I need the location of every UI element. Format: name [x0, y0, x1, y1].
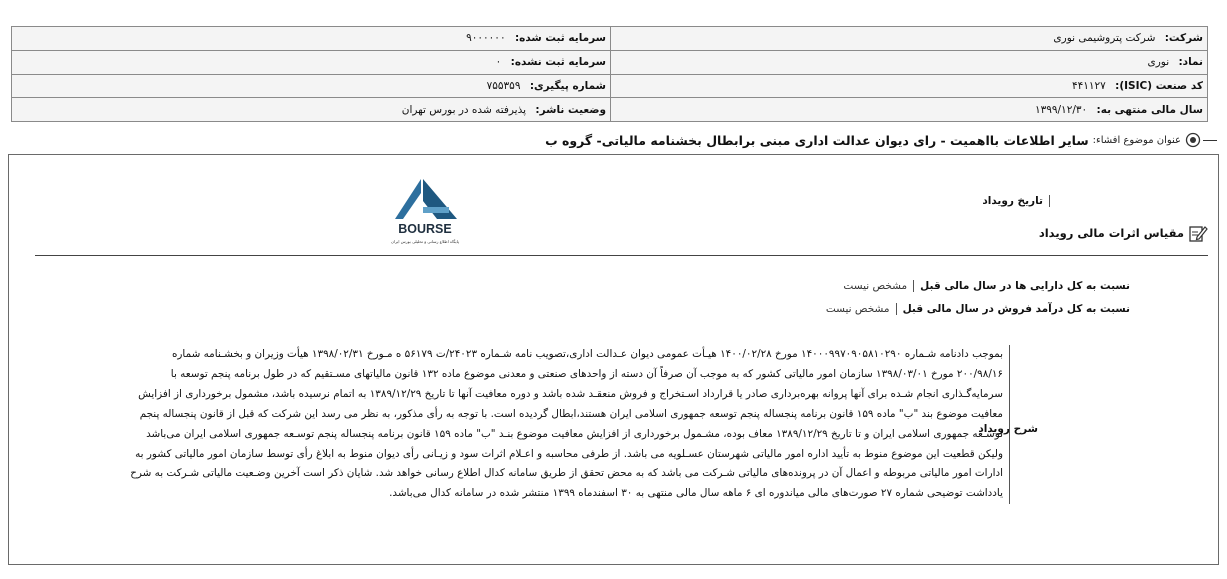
fiscal-year-value: ۱۳۹۹/۱۲/۳۰ — [1034, 103, 1088, 116]
description-line: یادداشت توضیحی شماره ۲۷ صورت‌های مالی میاندوره ای ۶ ماهه سال مالی منتهی به ۳۰ اسفندماه ۱۳۹۹ منتشر شده در سامانه کدال می‌باشد. — [389, 487, 1003, 500]
fiscal-year-label: سال مالی منتهی به: — [1096, 103, 1203, 116]
subject-leader-line — [1203, 140, 1217, 141]
financial-impact-header — [1039, 223, 1208, 243]
ratio-value: مشخص نیست — [825, 303, 890, 315]
logo-text: BOURSE — [398, 222, 452, 236]
isic-cell — [611, 74, 1208, 98]
ratio-label: نسبت به کل درآمد فروش در سال مالی قبل — [896, 303, 1130, 315]
edit-icon — [1188, 223, 1208, 243]
financial-impact-title: مقیاس اثرات مالی رویداد — [1038, 226, 1184, 240]
isic-label: کد صنعت (ISIC): — [1115, 79, 1203, 92]
target-icon — [1185, 132, 1201, 148]
info-row — [12, 98, 1208, 122]
ratio-revenue-row — [826, 303, 1130, 315]
isic-value: ۴۴۱۱۲۷ — [1071, 79, 1106, 92]
description-line: ولیکن قطعیت این موضوع منوط به تأیید اداره امور مالیاتی شهرستان عسـلویه می باشد. از طرفی محاسبه و اعـلام اثرات سود و زیـانی رأی دیوان منوط به ابلاغ رأی توسط سازمان امور مالیاتی کشور به — [135, 447, 1003, 460]
subject-prefix: عنوان موضوع افشاء: — [1092, 134, 1181, 146]
description-line: توسـعه جمهوری اسلامی ایران و تا تاریخ ۱۳۸۹/۱۲/۲۹ معاف بوده، مشـمول برخورداری از افزایش معافیت موضوع بنـد "ب" ماده ۱۵۹ قانون برنامه پنجساله پنجم توسـعه جمهوری اسلامی ایران می‌باشد — [146, 427, 1003, 440]
info-row — [12, 74, 1208, 98]
divider — [35, 255, 1208, 256]
description-text — [101, 345, 1010, 504]
registered-capital-value: ۹۰۰۰۰۰۰ — [466, 32, 506, 45]
description-line: سرمایه‌گـذاری انجام شـده برای آنها پروانه بهره‌برداری صادر یا قرارداد اسـتخراج و فروش منعقـد شده باشد و دوره معافیت آنها تا تاریخ ۱۳۸۹/۱۲/۲۹ به اتمام نرسیده باشد، مشمول برخورداری از افزایش — [138, 387, 1003, 400]
company-label: شرکت: — [1164, 32, 1203, 45]
unregistered-capital-label: سرمایه ثبت نشده: — [510, 56, 606, 69]
tracking-label: شماره پیگیری: — [529, 79, 606, 92]
unregistered-capital-cell — [12, 50, 611, 74]
description-line: ادارات امور مالیاتی مربوطه و اعمال آن در پرونده‌های مالیاتی شـرکت می باشد که به محض تحقق از طریق سامانه کدال اطلاع رسانی خواهد شد. شایان ذکر است آخرین وضـعیت مالیاتی شـرکت به شرح — [130, 467, 1003, 480]
bourse-logo — [379, 175, 471, 247]
info-row — [12, 27, 1208, 51]
event-date-label: تاریخ رویداد — [982, 195, 1050, 207]
description-label: شرح رویداد — [978, 423, 1038, 435]
subject-row — [8, 131, 1217, 149]
publisher-status-value: پذیرفته شده در بورس تهران — [401, 103, 527, 116]
unregistered-capital-value: ۰ — [495, 56, 502, 69]
description-line: ۲۰۰/۹۸/۱۶ مورخ ۱۳۹۸/۰۳/۰۱ سازمان امور مالیاتی کشور که به موجب آن صرفاً آن دسته از واحدهای صنعتی و معدنی موضوع ماده ۱۳۲ قانون مالیاتهای مسـتقیم که در طول برنامه پنجم توسعه با — [170, 367, 1003, 380]
ratio-label: نسبت به کل دارایی ها در سال مالی قبل — [913, 280, 1130, 292]
symbol-value: نوری — [1147, 56, 1170, 69]
description-line: معافیت موضوع بند "ب" ماده ۱۵۹ قانون برنامه پنجساله پنجم توسعه جمهوری اسلامی ایران هستند،ابطال گردیده است. با توجه به رأی مذکور، به نظر می رسد این شرکت که قبل از قانون پنجساله پنجم — [139, 407, 1003, 420]
tracking-value: ۷۵۵۳۵۹ — [486, 79, 521, 92]
ratio-value: مشخص نیست — [843, 280, 908, 292]
company-cell — [611, 27, 1208, 51]
logo-subtext: پایگاه اطلاع رسانی و تحلیلی بورس ایران — [391, 239, 459, 244]
company-info-table — [11, 26, 1208, 122]
symbol-label: نماد: — [1178, 56, 1203, 69]
company-value: شرکت پتروشیمی نوری — [1053, 32, 1156, 45]
publisher-status-label: وضعیت ناشر: — [535, 103, 606, 116]
subject-title: سایر اطلاعات بااهمیت - رای دیوان عدالت اداری مبنی برابطال بخشنامه مالیاتی- گروه ب — [545, 132, 1089, 148]
registered-capital-cell — [12, 27, 611, 51]
symbol-cell — [611, 50, 1208, 74]
ratio-assets-row — [843, 280, 1130, 292]
event-box — [8, 154, 1219, 565]
registered-capital-label: سرمایه ثبت شده: — [514, 32, 606, 45]
info-row — [12, 50, 1208, 74]
description-line: بموجب دادنامه شـماره ۱۴۰۰۰۹۹۷۰۹۰۵۸۱۰۲۹۰ مورخ ۱۴۰۰/۰۲/۲۸ هیـأت عمومی دیوان عـدالت اداری،تصویب نامه شـماره ۲۴۰۲۳/ت ۵۶۱۷۹ ه مـورخ ۱۳۹۸/۰۲/۳۱ هیأت وزیران و بخشـنامه شماره — [171, 348, 1003, 360]
tracking-cell — [12, 74, 611, 98]
publisher-status-cell — [12, 98, 611, 122]
fiscal-year-cell — [611, 98, 1208, 122]
